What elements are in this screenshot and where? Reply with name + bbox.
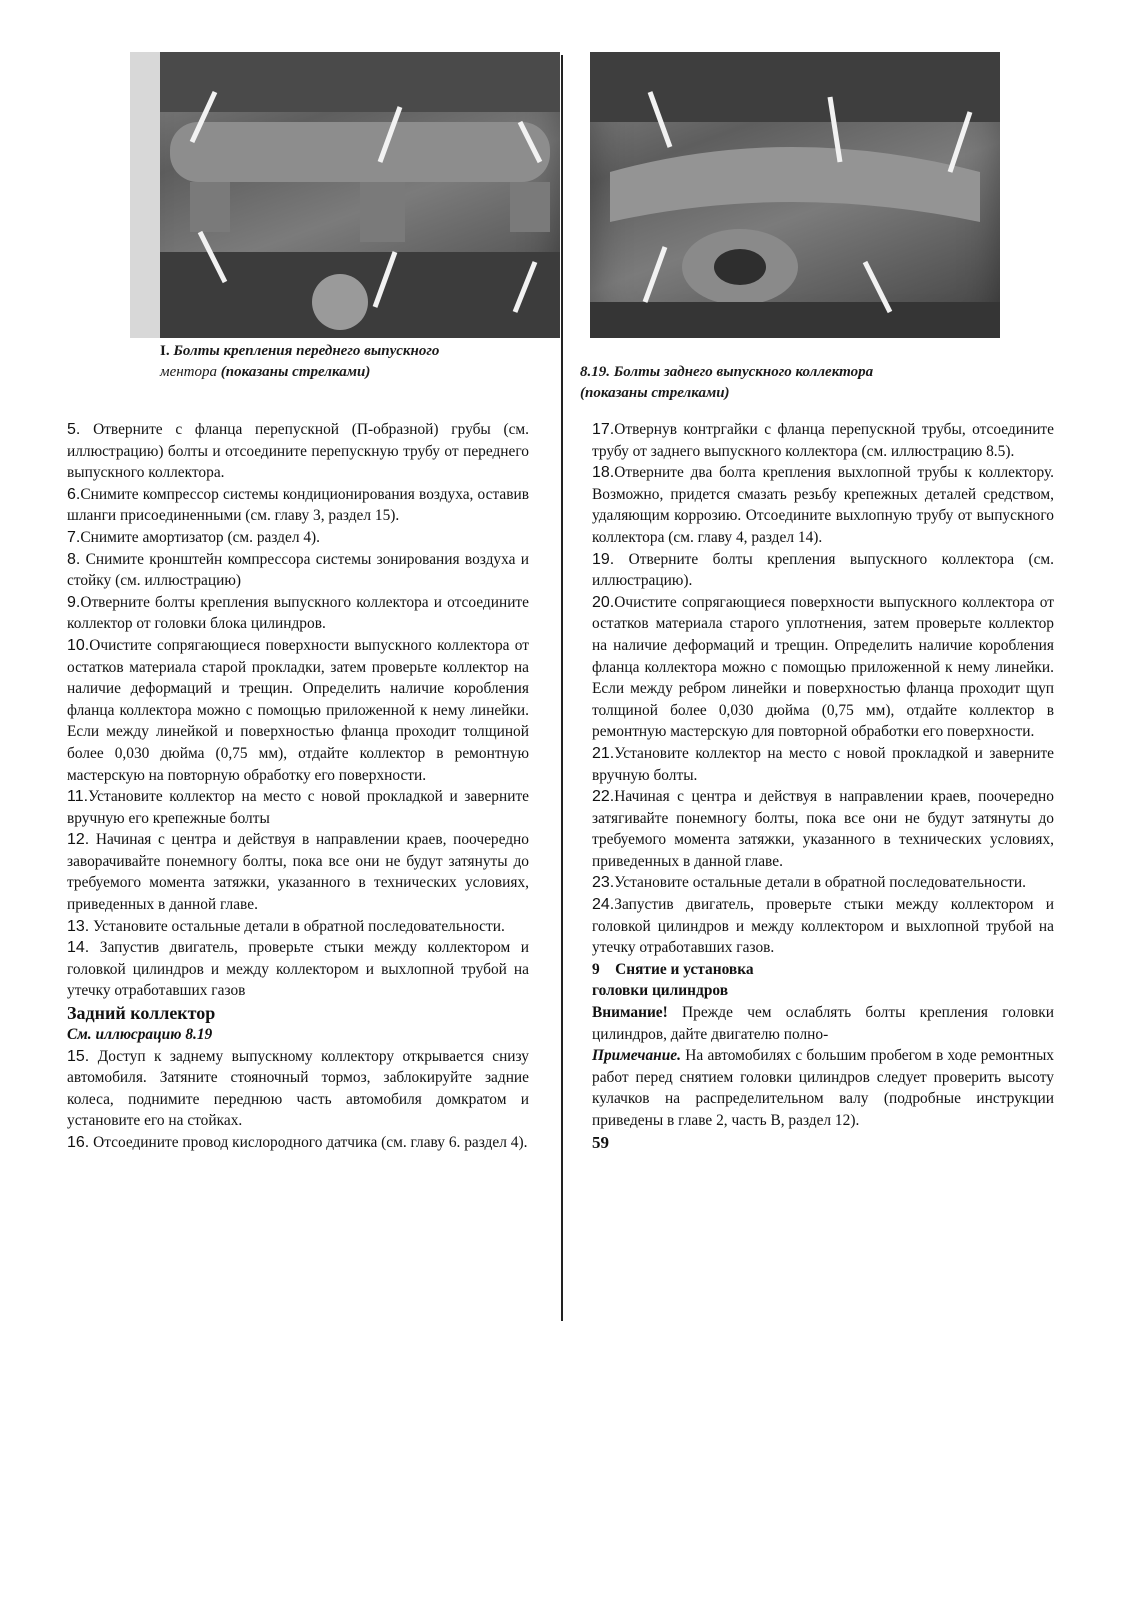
list-item: 17.Отвернув контргайки с фланца перепускной трубы, отсоедините трубу от заднего выпускного коллектора (см. иллюстрацию 8.5).: [592, 421, 1054, 460]
list-item: 7.Снимите амортизатор (см. раздел 4).: [67, 528, 321, 546]
front-exhaust-manifold-photo: [130, 52, 560, 338]
list-item: 9.Отверните болты крепления выпускного коллектора и отсоедините коллектор от головки блока цилиндров.: [67, 593, 529, 633]
figure-caption-left: I. Болты крепления переднего выпускного ментора (показаны стрелками): [160, 343, 440, 380]
list-item: 6.Снимите компрессор системы кондиционирования воздуха, оставив шланги присоединенными (см. главу 3, раздел 15).: [67, 485, 529, 525]
section-heading-rear-manifold: Задний коллектор: [67, 1003, 216, 1024]
list-item: 5. Отверните с фланца перепускной (П-образной) грубы (см. иллюстрацию) болты и отсоедините перепускную трубу от переднего выпускного коллектора.: [67, 421, 529, 482]
list-item: 20.Очистите сопрягающиеся поверхности выпускного коллектора от остатков материала старого уплотнения, затем проверьте коллектор на наличие деформаций и трещин. Определить наличие коробления фланца коллектора можно с помощью приложенной к нему линейки. Если между ребром линейки и поверхностью фланца проходит щуп толщиной более 0,030 дюйма (0,75 мм), отдайте коллектор в ремонтную мастерскую для повторной обработки его поверхности.: [592, 593, 1054, 741]
right-text-column: [592, 419, 1054, 1153]
list-item: 21.Установите коллектор на место с новой прокладкой и заверните вручную болты.: [592, 744, 1054, 784]
section-number: 9: [592, 960, 600, 978]
left-text-column: [67, 419, 529, 1154]
note-paragraph: Примечание. На автомобилях с большим пробегом в ходе ремонтных работ перед снятием головки цилиндров следует проверить высоту кулачков на распределительном валу (подробные инструкции приведены в главе 2, часть В, раздел 12).: [592, 1047, 1054, 1129]
column-divider: [561, 55, 563, 1321]
section-heading-cylinder-head: [592, 959, 1054, 1002]
list-item: 23.Установите остальные детали в обратной последовательности.: [592, 874, 1026, 892]
list-item: 22.Начиная с центра и действуя в направлении краев, поочередно затягивайте понемногу болты, пока все они не будут затянуты до требуемого момента затяжки, указанного в технических условиях, приведенных в данной главе.: [592, 788, 1054, 870]
list-item: 16. Отсоедините провод кислородного датчика (см. главу 6. раздел 4).: [67, 1134, 528, 1151]
illustration-reference: См. иллюсрацию 8.19: [67, 1026, 213, 1044]
page-number: 59: [592, 1132, 609, 1152]
list-item: 13. Установите остальные детали в обратной последовательности.: [67, 917, 505, 935]
list-item: 19. Отверните болты крепления выпускного коллектора (см. иллюстрацию).: [592, 550, 1054, 590]
note-label: Примечание.: [592, 1047, 681, 1065]
list-item: 8. Снимите кронштейн компрессора системы зонирования воздуха и стойку (см. иллюстрацию): [67, 550, 529, 590]
list-item: 18.Отверните два болта крепления выхлопной трубы к коллектору. Возможно, придется смазать резьбу крепежных деталей средством, удаляющим коррозию. Отсоедините выхлопную трубу от выпускного коллектора (см. главу 4, раздел 14).: [592, 464, 1054, 546]
warning-paragraph: Внимание! Прежде чем ослаблять болты крепления головки цилиндров, дайте двигателю полно-: [592, 1004, 1054, 1043]
list-item: 11.Установите коллектор на место с новой прокладкой и заверните вручную его крепежные болты: [67, 788, 529, 827]
section-title-line2: головки цилиндров: [592, 982, 729, 1000]
rear-exhaust-manifold-photo: [590, 52, 1000, 338]
list-item: 24.Запустив двигатель, проверьте стыки между коллектором и головкой цилиндров и между коллектором и выхлопной трубой на утечку отработавших газов.: [592, 896, 1054, 957]
figure-caption-right: 8.19. Болты заднего выпускного коллектора (показаны стрелками): [580, 364, 874, 401]
list-item: 15. Доступ к заднему выпускному коллектору открывается снизу автомобиля. Затяните стояночный тормоз, заблокируйте задние колеса, поднимите переднюю часть автомобиля домкратом и установите его на стойках.: [67, 1047, 529, 1130]
list-item: 10.Очистите сопрягающиеся поверхности выпускного коллектора от остатков материала старой прокладки, затем проверьте коллектор на наличие деформаций и трещин. Определить наличие коробления фланца коллектора можно с помощью приложенной к нему линейки. Если между линейкой и поверхностью фланца проходит толщиной более 0,030 дюйма (0,75 мм), отдайте коллектор в ремонтную мастерскую на повторную обработку его поверхности.: [67, 636, 529, 784]
list-item: 14. Запустив двигатель, проверьте стыки между коллектором и головкой цилиндров и между коллектором и выхлопной трубой на утечку отработавших газов: [67, 939, 529, 1000]
list-item: 12. Начиная с центра и действуя в направлении краев, поочередно заворачивайте понемногу болты, пока все они не будут затянуты до требуемого момента затяжки, указанного в технических условиях, приведенных в данной главе.: [67, 831, 529, 914]
warning-label: Внимание!: [592, 1004, 668, 1022]
section-title-line1: Снятие и установка: [615, 960, 754, 978]
